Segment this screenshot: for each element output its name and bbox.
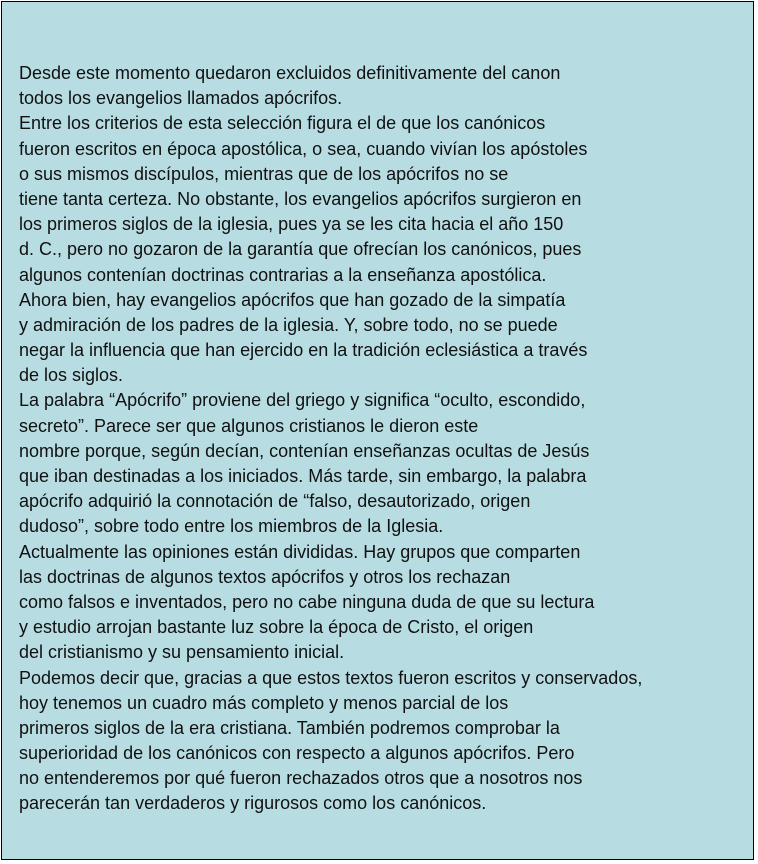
text-line: Desde este momento quedaron excluidos definitivamente del canon	[19, 63, 561, 83]
text-line: o sus mismos discípulos, mientras que de los apócrifos no se	[19, 163, 509, 184]
text-line: y estudio arrojan bastante luz sobre la época de Cristo, el origen	[19, 617, 534, 638]
text-line: de los siglos.	[19, 365, 124, 386]
text-line: negar la influencia que han ejercido en la tradición eclesiástica a través	[19, 340, 588, 361]
text-line: no entenderemos por qué fueron rechazados otros que a nosotros nos	[19, 768, 583, 789]
text-line: apócrifo adquirió la connotación de “falso, desautorizado, origen	[19, 491, 531, 512]
text-line: parecerán tan verdaderos y rigurosos como los canónicos.	[19, 793, 487, 814]
text-line: Ahora bien, hay evangelios apócrifos que han gozado de la simpatía	[19, 289, 566, 310]
text-line: Entre los criterios de esta selección figura el de que los canónicos	[19, 113, 546, 134]
text-line: tiene tanta certeza. No obstante, los evangelios apócrifos surgieron en	[19, 188, 582, 209]
text-line: secreto”. Parece ser que algunos cristianos le dieron este	[19, 415, 479, 436]
text-line: los primeros siglos de la iglesia, pues ya se les cita hacia el año 150	[19, 214, 564, 235]
text-line: del cristianismo y su pensamiento inicial.	[19, 642, 345, 663]
text-line: algunos contenían doctrinas contrarias a la enseñanza apostólica.	[19, 264, 547, 285]
text-box	[1, 1, 754, 860]
text-line: que iban destinadas a los iniciados. Más tarde, sin embargo, la palabra	[19, 466, 587, 486]
text-line: primeros siglos de la era cristiana. También podremos comprobar la	[19, 717, 560, 738]
text-line: las doctrinas de algunos textos apócrifos y otros los rechazan	[19, 566, 511, 587]
text-line: hoy tenemos un cuadro más completo y menos parcial de los	[19, 692, 509, 713]
text-body	[19, 61, 642, 817]
text-line: fueron escritos en época apostólica, o sea, cuando vivían los apóstoles	[19, 138, 588, 159]
text-line: Actualmente las opiniones están divididas. Hay grupos que comparten	[19, 541, 581, 562]
text-line: como falsos e inventados, pero no cabe ninguna duda de que su lectura	[19, 591, 595, 612]
text-line: todos los evangelios llamados apócrifos.	[19, 88, 343, 109]
text-line: La palabra “Apócrifo” proviene del griego y significa “oculto, escondido,	[19, 390, 586, 411]
text-line: d. C., pero no gozaron de la garantía que ofrecían los canónicos, pues	[19, 239, 582, 260]
text-line: nombre porque, según decían, contenían enseñanzas ocultas de Jesús	[19, 440, 590, 461]
text-line: dudoso”, sobre todo entre los miembros de la Iglesia.	[19, 516, 444, 537]
text-line: y admiración de los padres de la iglesia. Y, sobre todo, no se puede	[19, 314, 558, 335]
text-line: superioridad de los canónicos con respecto a algunos apócrifos. Pero	[19, 743, 575, 764]
text-line: Podemos decir que, gracias a que estos textos fueron escritos y conservados,	[19, 667, 643, 688]
